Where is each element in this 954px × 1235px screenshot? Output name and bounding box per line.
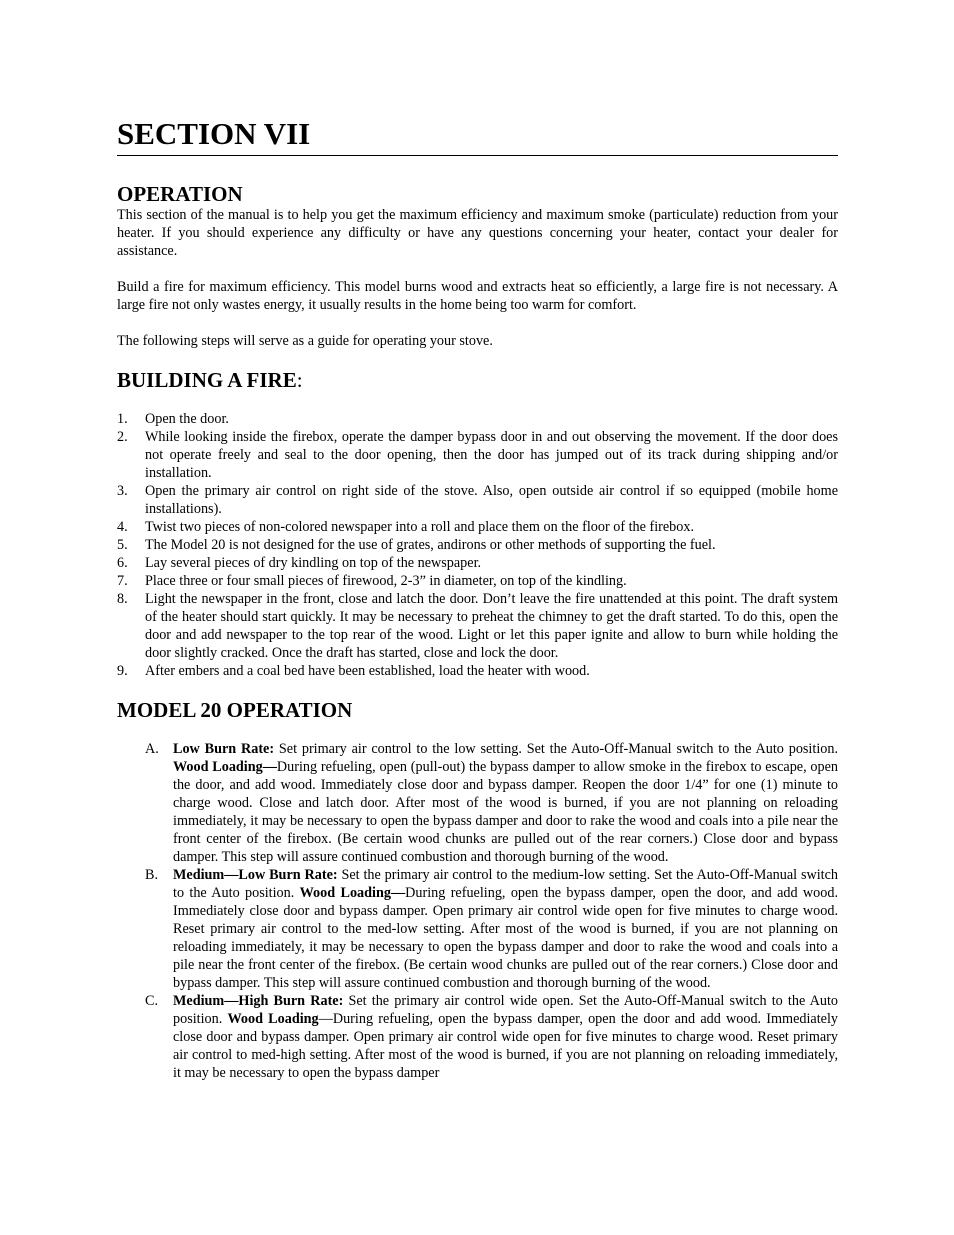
step-text: Place three or four small pieces of firewood, 2-3” in diameter, on top of the kindling. — [145, 573, 627, 589]
step-text: Open the door. — [145, 411, 229, 427]
building-fire-heading-text: BUILDING A FIRE — [117, 368, 297, 392]
step-number: 5. — [117, 537, 128, 553]
wood-loading-label: Wood Loading — [227, 1011, 319, 1027]
item-text: —During refueling, open the bypass damper, open the door and add wood. Immediately close door and bypass damper. Open primary air control wide open for five minutes to charge wood. Reset primary air control to med-high setting. After most of the wood is burned, if you are not planning on reloading immediately, it may be necessary to open the bypass damper — [173, 1011, 838, 1081]
step-number: 7. — [117, 573, 128, 589]
step-number: 1. — [117, 411, 128, 427]
section-title: SECTION VII — [117, 114, 838, 156]
item-text: During refueling, open the bypass damper, open the door, and add wood. Immediately close door and bypass damper. Open primary air control wide open for five minutes to charge wood. Reset primary air control to the med-low setting. After most of the wood is burned, if you are not planning on reloading immediately, it may be necessary to open the bypass damper and door to rake the wood and coals into a pile near the front center of the firebox. (Be certain wood chunks are pulled out of the rear corners.) Close door and bypass damper. This step will assure continued combustion and thorough burning of the wood. — [173, 885, 838, 991]
list-item — [117, 572, 838, 590]
operation-heading: OPERATION — [117, 182, 243, 206]
item-text: Set the primary air control wide open. Set the Auto-Off-Manual switch to the Auto position. — [173, 993, 838, 1027]
item-text: Set the primary air control to the medium-low setting. Set the Auto-Off-Manual switch to the Auto position. — [173, 867, 838, 901]
operation-paragraph-1: This section of the manual is to help you get the maximum efficiency and maximum smoke (particulate) reduction from your heater. If you should experience any difficulty or have any questions concerning your heater, contact your dealer for assistance. — [117, 207, 838, 259]
building-fire-heading — [117, 367, 303, 393]
item-text: During refueling, open (pull-out) the bypass damper to allow smoke in the firebox to escape, open the door, and add wood. Immediately close door and bypass damper. Reopen the door 1/4” for one (1) minute to charge wood. Close and latch door. After most of the wood is burned, if you are not planning on reloading immediately, it may be necessary to open the bypass damper and door to rake the wood and coals into a pile near the front center of the firebox. (Be certain wood chunks are pulled out of the rear corners.) Close door and bypass damper. This step will assure continued combustion and thorough burning of the wood. — [173, 759, 838, 865]
list-item — [117, 590, 838, 662]
step-text: The Model 20 is not designed for the use of grates, andirons or other methods of supporting the fuel. — [145, 537, 716, 553]
burn-rate-title: Medium—High Burn Rate: — [173, 993, 344, 1009]
list-item — [117, 482, 838, 518]
list-item — [117, 554, 838, 572]
step-text: Light the newspaper in the front, close and latch the door. Don’t leave the fire unattended at this point. The draft system of the heater should start quickly. It may be necessary to preheat the chimney to get the draft started. To do this, open the door and add newspaper to the top rear of the wood. Light or let this paper ignite and allow to burn while holding the door slightly cracked. Once the draft has started, close and lock the door. — [145, 591, 838, 661]
list-item — [117, 518, 838, 536]
wood-loading-label: Wood Loading— — [299, 885, 406, 901]
list-item — [145, 866, 838, 992]
step-number: 9. — [117, 663, 128, 679]
burn-rate-title: Medium—Low Burn Rate: — [173, 867, 338, 883]
list-item — [117, 536, 838, 554]
step-number: 3. — [117, 483, 128, 499]
item-letter: C. — [145, 993, 159, 1009]
building-fire-steps — [117, 410, 838, 680]
list-item — [117, 662, 838, 680]
list-item — [145, 992, 838, 1082]
list-item — [117, 428, 838, 482]
step-text: Open the primary air control on right side of the stove. Also, open outside air control if so equipped (mobile home installations). — [145, 483, 838, 517]
list-item — [145, 740, 838, 866]
operation-paragraph-2: Build a fire for maximum efficiency. This model burns wood and extracts heat so efficiently, a large fire is not necessary. A large fire not only wastes energy, it usually results in the home being too warm for comfort. — [117, 279, 838, 313]
item-letter: A. — [145, 741, 159, 757]
step-number: 4. — [117, 519, 128, 535]
step-text: After embers and a coal bed have been established, load the heater with wood. — [145, 663, 590, 679]
model-operation-heading: MODEL 20 OPERATION — [117, 698, 353, 722]
step-text: Lay several pieces of dry kindling on top of the newspaper. — [145, 555, 482, 571]
burn-rate-title: Low Burn Rate: — [173, 741, 275, 757]
step-text: While looking inside the firebox, operate the damper bypass door in and out observing the movement. If the door does not operate freely and seal to the door opening, then the door has jumped out of its track during shipping and/or installation. — [145, 429, 838, 481]
step-number: 8. — [117, 591, 128, 607]
step-text: Twist two pieces of non-colored newspaper into a roll and place them on the floor of the firebox. — [145, 519, 694, 535]
model-operation-list — [145, 740, 838, 1082]
building-fire-heading-colon: : — [296, 368, 303, 392]
list-item — [117, 410, 838, 428]
step-number: 2. — [117, 429, 128, 445]
wood-loading-label: Wood Loading— — [173, 759, 277, 775]
item-text: Set primary air control to the low setting. Set the Auto-Off-Manual switch to the Auto position. — [274, 741, 838, 757]
item-letter: B. — [145, 867, 159, 883]
step-number: 6. — [117, 555, 128, 571]
operation-paragraph-3: The following steps will serve as a guide for operating your stove. — [117, 333, 493, 349]
